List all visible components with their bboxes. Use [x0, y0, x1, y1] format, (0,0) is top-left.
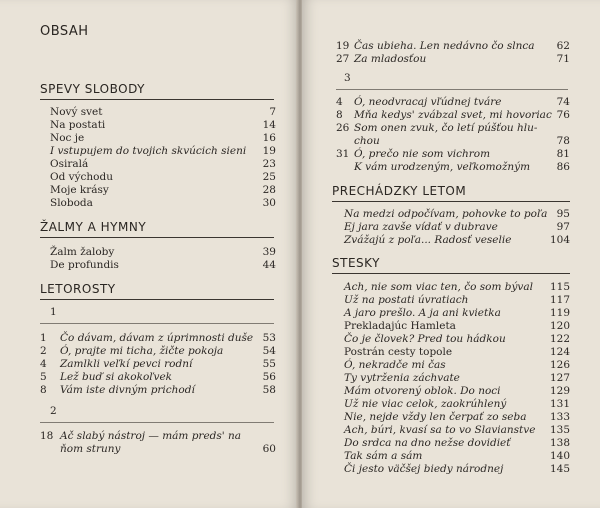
contents-title: OBSAH [40, 24, 89, 39]
section-rule [332, 273, 570, 274]
subsection-rule [40, 422, 274, 423]
right-page: 19 Čas ubieha. Len nedávno čo slnca 62 27 Za mladosťou 71 3 4 Ó, neodvracaj vľúdnej tváre 74 8 Mňa kedys' zvábzal svet, mi hovoriac 76 26 Som onen zvuk, čo letí púšťou hlu- chou 78 31 Ó, prečo nie som vichrom 81 K vám urodzeným, veľkomožným 86 PRECHÁDZKY LETOM Na medzi odpočívam, pohovke to poľa 95 Ej jara zavše vídať v dubrave 97 Zvážajú z poľa... Radosť veselie 104 STESKY Ach, nie som viac ten, čo som býval 115 Už na postati úvratiach 117 A jaro prešlo. A ja ani kvietka 119 Prekladajúc Hamleta 120 Čo je človek? Pred tou hádkou 122 Postrán cesty topole 124 Ó, nekradče mi čas 126 Ty vytrženia záchvate 127 Mám otvorený oblok. Do noci 129 Už nie viac celok, zaokrúhlený 131 Nie, nejde vždy len čerpať zo seba 133 Ach, búri, kvasí sa to vo Slavianstve 135 Do srdca na dno nežse dovidieť 138 Tak sám a sám 140 Či jesto väčšej biedy národnej 145 [302, 0, 600, 508]
section-heading: ŽALMY A HYMNY [40, 220, 147, 234]
section-rule [40, 237, 274, 238]
subsection-number: 1 [50, 306, 57, 318]
section-heading: STESKY [332, 256, 380, 270]
subsection-number: 2 [50, 405, 57, 417]
section-heading: PRECHÁDZKY LETOM [332, 184, 467, 198]
subsection-number: 3 [344, 72, 351, 84]
subsection-rule [40, 323, 274, 324]
section-rule [40, 299, 274, 300]
section-rule [40, 99, 274, 100]
subsection-rule [336, 89, 568, 90]
section-heading: SPEVY SLOBODY [40, 82, 145, 96]
section-rule [332, 201, 570, 202]
section-heading: LETOROSTY [40, 282, 116, 296]
left-page: OBSAH SPEVY SLOBODY Nový svet 7 Na postati 14 Noc je 16 I vstupujem do tvojich skvúcich sieni 19 Osiralá 23 Od východu 25 Moje krásy 28 Sloboda 30 ŽALMY A HYMNY Žalm žaloby 39 De profundis 44 LETOROSTY 1 1 Čo dávam, dávam z úprimnosti duše 53 2 Ó, prajte mi ticha, žičte pokoja 54 4 Zamlkli veľkí pevci rodní 55 5 Lež buď si akokoľvek 56 8 Vám iste divným prichodí 58 2 18 Ač slabý nástroj — mám preds' na ňom struny 60 [0, 0, 298, 508]
